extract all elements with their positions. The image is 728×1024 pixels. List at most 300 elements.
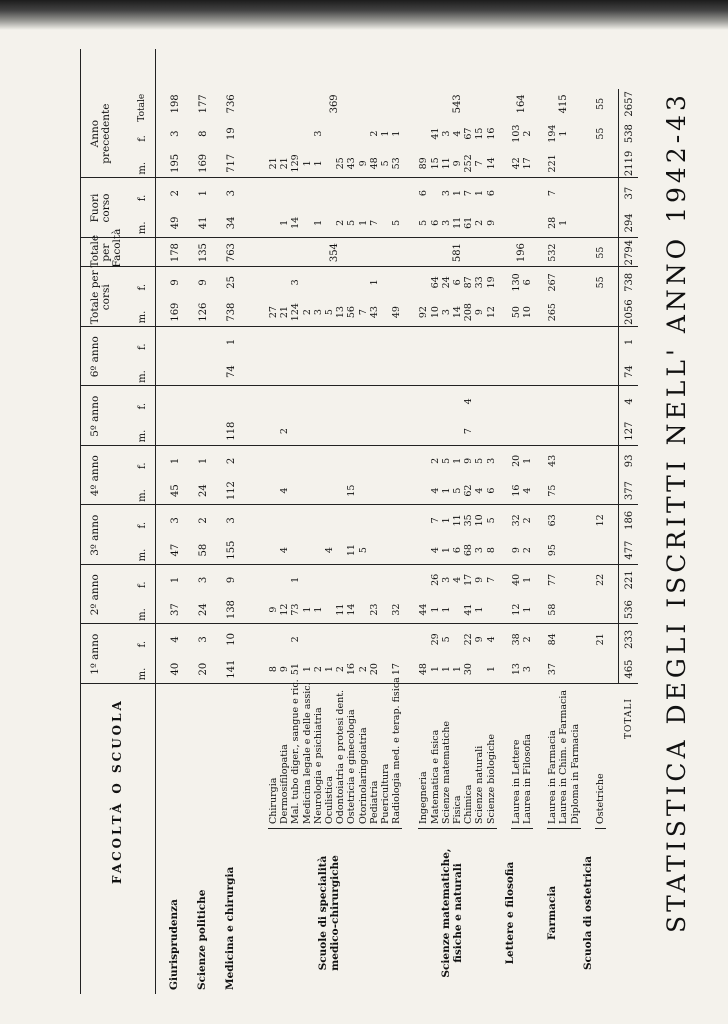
table-cell: 221 <box>624 570 635 590</box>
table-cell: 24 <box>198 484 209 497</box>
table-cell: 221 <box>547 154 559 173</box>
table-cell: 377 <box>624 481 635 501</box>
table-cell: 1 <box>301 160 313 167</box>
table-cell: 1 <box>522 457 533 464</box>
table-cell: 1 <box>624 338 635 346</box>
table-cell: 10 <box>226 633 237 646</box>
table-cell: 1 <box>312 160 324 167</box>
school-label: Pediatria <box>368 780 380 824</box>
table-cell: 48 <box>368 157 380 170</box>
table-cell: 4 <box>429 487 441 494</box>
sex-subheader: m. <box>137 608 148 621</box>
school-label: Laurea in Farmacia <box>547 730 559 824</box>
table-cell: 124 <box>290 303 302 322</box>
header-bottom-rule <box>155 49 156 994</box>
table-cell: 6 <box>485 190 497 197</box>
school-label: Laurea in Lettere <box>510 739 522 824</box>
table-cell: 51 <box>290 663 302 676</box>
table-top-rule <box>80 49 81 994</box>
table-cell: 11 <box>452 514 463 527</box>
school-label: Ostetricia e ginecologia <box>346 709 358 824</box>
table-cell: 1 <box>440 606 452 613</box>
table-cell: 32 <box>510 514 522 527</box>
table-cell: 5 <box>324 309 335 316</box>
table-cell: 40 <box>510 573 522 586</box>
table-cell: 3 <box>198 636 209 643</box>
table-cell: 5 <box>474 457 486 464</box>
table-cell: 7 <box>357 309 369 316</box>
table-cell: 6 <box>452 279 463 286</box>
table-cell: 32 <box>391 603 403 616</box>
table-cell: 47 <box>170 543 181 557</box>
table-cell: 12 <box>594 514 606 527</box>
school-label: Ingegneria <box>418 771 430 824</box>
table-cell: 2794 <box>624 239 635 266</box>
table-cell: 1 <box>380 130 391 137</box>
table-cell: 169 <box>198 153 209 173</box>
table-cell: 9 <box>463 457 475 464</box>
table-cell: 13 <box>335 306 347 319</box>
table-cell: 4 <box>324 547 335 554</box>
table-cell: 30 <box>463 663 475 676</box>
table-cell: 37 <box>624 186 635 200</box>
table-cell: 13 <box>510 663 522 676</box>
table-cell: 9 <box>485 219 497 226</box>
table-cell: 11 <box>335 603 347 616</box>
table-cell: 9 <box>510 547 522 554</box>
table-cell: 465 <box>624 659 635 679</box>
table-cell: 21 <box>279 306 291 319</box>
table-cell: 9 <box>474 576 486 583</box>
table-cell: 92 <box>418 306 430 319</box>
table-cell: 2 <box>301 309 313 316</box>
column-group-header: 5º anno <box>89 395 101 437</box>
table-cell: 10 <box>474 514 486 527</box>
table-cell: 26 <box>429 573 441 586</box>
table-cell: 95 <box>547 544 559 557</box>
table-cell: 17 <box>463 573 475 586</box>
table-cell: 186 <box>624 510 635 530</box>
table-cell: 56 <box>346 306 358 319</box>
table-cell: 41 <box>198 216 209 230</box>
table-cell: 9 <box>357 160 369 167</box>
table-cell: 477 <box>624 540 635 560</box>
sex-subheader: f. <box>137 521 148 529</box>
table-cell: 1 <box>391 130 403 137</box>
table-cell: 126 <box>198 302 209 322</box>
table-cell: 49 <box>170 216 181 230</box>
table-cell: 49 <box>391 306 403 319</box>
sex-subheader: f. <box>137 462 148 470</box>
table-cell: 17 <box>522 157 533 170</box>
table-cell: 1 <box>226 338 237 346</box>
table-cell: 1 <box>312 606 324 613</box>
table-cell: 48 <box>418 663 430 676</box>
column-group-header: Totale per corsi <box>89 270 112 325</box>
table-cell: 63 <box>547 514 559 527</box>
table-cell: 5 <box>391 219 403 226</box>
table-cell: 3 <box>485 457 497 464</box>
table-cell: 6 <box>522 279 533 286</box>
table-cell: 33 <box>474 276 486 289</box>
table-cell: 5 <box>346 219 358 226</box>
column-group-header: 3º anno <box>89 514 101 556</box>
table-cell: 93 <box>624 454 635 468</box>
table-cell: 5 <box>380 160 391 167</box>
table-cell: 24 <box>198 603 209 616</box>
table-cell: 4 <box>463 398 475 405</box>
table-cell: 84 <box>547 633 559 646</box>
group-prev-total: 369 <box>329 94 341 114</box>
table-cell: 23 <box>368 603 380 616</box>
sex-subheader: m. <box>137 161 148 175</box>
group-label: Lettere e filosofia <box>503 861 516 965</box>
table-cell: 21 <box>594 633 606 646</box>
table-cell: 22 <box>463 633 475 646</box>
group-prev-total: 415 <box>557 94 569 114</box>
table-cell: 45 <box>170 484 181 497</box>
group-bracket <box>418 828 496 829</box>
table-cell: 3 <box>440 309 452 316</box>
table-cell: 20 <box>198 662 209 676</box>
table-cell: 3 <box>198 576 209 584</box>
total-subheader: Totale <box>137 93 147 122</box>
table-cell: 2 <box>198 517 209 524</box>
table-cell: 11 <box>440 157 452 170</box>
table-cell: 6 <box>418 190 430 197</box>
table-cell: 2 <box>522 130 533 137</box>
table-cell: 16 <box>485 127 497 140</box>
table-cell: 4 <box>279 487 291 494</box>
table-cell: 252 <box>463 154 475 173</box>
table-cell: 38 <box>510 633 522 646</box>
sex-subheader: f. <box>137 402 148 410</box>
table-cell: 6 <box>452 547 463 554</box>
table-cell: 1 <box>324 666 335 673</box>
table-cell: 3 <box>522 666 533 673</box>
table-cell: 169 <box>170 302 181 322</box>
group-prev-total: 164 <box>515 94 527 114</box>
school-label: Scienze naturali <box>474 745 486 824</box>
table-cell: 9 <box>268 606 279 613</box>
table-cell: 7 <box>429 517 441 524</box>
table-cell: 5 <box>357 547 369 554</box>
table-cell: 1 <box>452 666 463 673</box>
sex-subheader: m. <box>137 221 148 235</box>
table-cell: 5 <box>440 636 452 643</box>
table-cell: 3 <box>170 130 181 137</box>
table-cell: 177 <box>198 94 209 114</box>
table-cell: 1 <box>429 666 441 673</box>
table-cell: 267 <box>547 273 559 292</box>
table-cell: 55 <box>594 276 606 289</box>
column-group-header: 4º anno <box>89 455 101 497</box>
table-cell: 1 <box>301 666 313 673</box>
table-cell: 3 <box>312 130 324 137</box>
table-cell: 9 <box>170 279 181 286</box>
school-label: Mal. tubo diger., sangue e ric. <box>290 679 302 824</box>
group-bracket <box>595 828 606 829</box>
table-cell: 8 <box>485 547 497 554</box>
table-cell: 5 <box>452 487 463 494</box>
table-cell: 3 <box>440 219 452 226</box>
table-cell: 4 <box>452 576 463 583</box>
table-cell: 15 <box>429 157 441 170</box>
table-cell: 21 <box>268 157 279 170</box>
table-cell: 1 <box>440 547 452 554</box>
table-cell: 2 <box>429 457 441 464</box>
school-label: Radiologia med. e terap. fisica <box>391 677 403 824</box>
table-cell: 4 <box>485 636 497 643</box>
table-cell: 138 <box>226 600 237 620</box>
table-cell: 42 <box>510 157 522 170</box>
table-cell: 130 <box>510 273 522 292</box>
table-cell: 1 <box>440 487 452 494</box>
table-cell: 75 <box>547 484 559 497</box>
table-cell: 3 <box>474 547 486 554</box>
table-cell: 77 <box>547 573 559 586</box>
faculty-label: Giurisprudenza <box>168 899 180 990</box>
table-cell: 7 <box>463 428 475 435</box>
table-cell: 2056 <box>624 299 635 325</box>
table-cell: 265 <box>547 303 559 322</box>
table-cell: 1 <box>198 457 209 465</box>
table-cell: 14 <box>452 306 463 319</box>
group-label: Scienze matematiche, fisiche e naturali <box>439 848 464 978</box>
group-total: 196 <box>515 243 527 263</box>
table-cell: 9 <box>474 636 486 643</box>
table-cell: 1 <box>452 457 463 464</box>
table-cell: 198 <box>170 94 181 114</box>
sex-subheader: m. <box>137 310 148 324</box>
table-cell: 53 <box>391 157 403 170</box>
table-cell: 29 <box>429 633 441 646</box>
column-group-header: 6º anno <box>89 336 101 378</box>
table-cell: 208 <box>463 303 475 322</box>
table-cell: 16 <box>346 663 358 676</box>
table-cell: 9 <box>226 576 237 584</box>
table-cell: 19 <box>485 276 497 289</box>
table-cell: 12 <box>485 306 497 319</box>
table-cell: 8 <box>268 666 279 673</box>
group-bracket <box>268 828 402 829</box>
group-label: Farmacia <box>545 885 558 941</box>
table-cell: 2119 <box>624 150 635 177</box>
sex-subheader: m. <box>137 667 148 681</box>
table-cell: 1 <box>452 190 463 197</box>
table-cell: 15 <box>474 127 486 140</box>
table-cell: 127 <box>624 421 635 441</box>
school-label: Ostetriche <box>594 773 606 824</box>
school-label: Chimica <box>463 784 475 824</box>
table-cell: 1 <box>522 576 533 583</box>
group-label: Scuola di ostetricia <box>582 855 595 971</box>
sex-subheader: f. <box>137 283 148 291</box>
school-label: Medicina legale e delle assic. <box>301 682 313 824</box>
table-cell: 44 <box>418 603 430 616</box>
sex-subheader: f. <box>137 640 148 648</box>
totals-label: TOTALI <box>624 698 634 739</box>
school-label: Neurologia e psichiatria <box>312 707 324 824</box>
sex-subheader: m. <box>137 429 148 443</box>
table-cell: 50 <box>510 306 522 319</box>
column-group-header: 2º anno <box>89 574 101 616</box>
table-cell: 1 <box>170 576 181 584</box>
table-cell: 55 <box>594 127 606 140</box>
table-cell: 25 <box>335 157 347 170</box>
table-cell: 3 <box>290 279 302 286</box>
table-cell: 178 <box>170 243 181 263</box>
school-label: Otorinolaringoiatria <box>357 727 369 824</box>
table-cell: 1 <box>485 666 497 673</box>
table-cell: 6 <box>485 487 497 494</box>
table-cell: 2 <box>474 219 486 226</box>
table-cell: 10 <box>522 306 533 319</box>
group-total: 354 <box>329 243 341 263</box>
table-cell: 73 <box>290 603 302 616</box>
table-cell: 1 <box>558 130 570 137</box>
sex-subheader: f. <box>137 135 148 142</box>
table-cell: 4 <box>522 487 533 494</box>
table-cell: 9 <box>198 279 209 286</box>
table-cell: 20 <box>368 663 380 676</box>
school-label: Dermosifilopatia <box>279 744 291 824</box>
table-cell: 532 <box>547 243 559 262</box>
table-cell: 4 <box>452 130 463 137</box>
table-cell: 43 <box>547 454 559 467</box>
table-cell: 1 <box>522 606 533 613</box>
table-cell: 195 <box>170 153 181 173</box>
table-cell: 3 <box>226 189 237 197</box>
school-label: Odontoiatria e protesi dent. <box>335 689 347 824</box>
table-cell: 2 <box>170 189 181 197</box>
table-cell: 9 <box>452 160 463 167</box>
table-cell: 194 <box>547 124 559 143</box>
table-cell: 2 <box>290 636 302 643</box>
school-label: Laurea in Filosofia <box>522 733 533 824</box>
table-cell: 3 <box>440 130 452 137</box>
column-group-header: 1º anno <box>89 633 101 675</box>
table-cell: 1 <box>312 219 324 226</box>
table-cell: 4 <box>474 487 486 494</box>
table-cell: 736 <box>226 94 237 114</box>
table-cell: 1 <box>440 666 452 673</box>
table-cell: 62 <box>463 484 475 497</box>
table-cell: 1 <box>474 606 486 613</box>
table-cell: 2 <box>357 666 369 673</box>
table-cell: 74 <box>624 365 635 378</box>
group-label: Scuole di specialità medico-chirurgiche <box>317 855 342 971</box>
table-cell: 9 <box>279 666 291 673</box>
sex-subheader: f. <box>137 343 148 351</box>
table-cell: 1 <box>279 219 291 226</box>
table-cell: 2 <box>522 517 533 524</box>
table-cell: 2 <box>312 666 324 673</box>
table-cell: 35 <box>463 514 475 527</box>
table-cell: 1 <box>170 457 181 465</box>
table-cell: 7 <box>463 190 475 197</box>
table-cell: 2 <box>522 547 533 554</box>
table-cell: 1 <box>301 606 313 613</box>
table-cell: 87 <box>463 276 475 289</box>
table-cell: 4 <box>429 547 441 554</box>
table-cell: 135 <box>198 243 209 263</box>
table-cell: 24 <box>440 276 452 289</box>
faculty-label: Scienze politiche <box>196 889 208 990</box>
school-label: Laurea in Chim. e Farmacia <box>558 689 570 824</box>
table-cell: 1 <box>440 517 452 524</box>
table-cell: 61 <box>463 216 475 229</box>
table-cell: 717 <box>226 153 237 173</box>
table-cell: 41 <box>463 603 475 616</box>
sex-subheader: f. <box>137 194 148 202</box>
group-divider <box>80 386 638 387</box>
table-cell: 3 <box>226 517 237 524</box>
table-cell: 43 <box>346 157 358 170</box>
table-cell: 8 <box>198 130 209 137</box>
table-cell: 103 <box>510 124 522 143</box>
faculty-header: FACOLTÀ O SCUOLA <box>110 698 124 884</box>
group-total: 581 <box>451 243 463 263</box>
faculty-label: Medicina e chirurgia <box>224 866 236 990</box>
table-cell: 19 <box>226 127 237 140</box>
table-cell: 1 <box>290 576 302 583</box>
table-cell: 21 <box>279 157 291 170</box>
table-cell: 7 <box>474 160 486 167</box>
table-cell: 12 <box>279 603 291 616</box>
table-cell: 22 <box>594 573 606 586</box>
table-cell: 233 <box>624 629 635 649</box>
table-cell: 5 <box>418 219 430 226</box>
table-cell: 2 <box>522 636 533 643</box>
table-cell: 58 <box>547 603 559 616</box>
table-cell: 14 <box>485 157 497 170</box>
table-cell: 41 <box>429 127 441 140</box>
table-cell: 3 <box>312 309 324 316</box>
totals-rule <box>618 89 619 684</box>
sex-subheader: m. <box>137 489 148 502</box>
group-prev-total: 543 <box>451 94 463 114</box>
table-cell: 1 <box>474 190 486 197</box>
table-cell: 155 <box>226 540 237 560</box>
table-cell: 12 <box>510 603 522 616</box>
school-label: Scienze matematiche <box>440 721 452 824</box>
table-cell: 6 <box>429 219 441 226</box>
sex-subheader: m. <box>137 370 148 383</box>
column-group-header: Fuori corso <box>89 193 112 223</box>
table-cell: 9 <box>474 309 486 316</box>
table-cell: 37 <box>547 663 559 676</box>
table-cell: 5 <box>485 517 497 524</box>
school-label: Fisica <box>452 795 463 824</box>
table-cell: 68 <box>463 544 475 557</box>
school-label: Scienze biologiche <box>485 733 497 824</box>
table-cell: 112 <box>226 481 237 501</box>
table-cell: 141 <box>226 659 237 679</box>
table-cell: 4 <box>170 636 181 643</box>
table-cell: 3 <box>170 517 181 524</box>
table-cell: 64 <box>429 276 441 289</box>
table-cell: 2 <box>335 666 347 673</box>
school-label: Oculistica <box>324 775 335 824</box>
table-cell: 1 <box>198 189 209 197</box>
table-cell: 10 <box>429 306 441 319</box>
table-cell: 11 <box>346 544 358 557</box>
table-cell: 58 <box>198 543 209 557</box>
table-cell: 2 <box>368 130 380 137</box>
table-cell: 129 <box>290 154 302 173</box>
table-cell: 25 <box>226 276 237 289</box>
